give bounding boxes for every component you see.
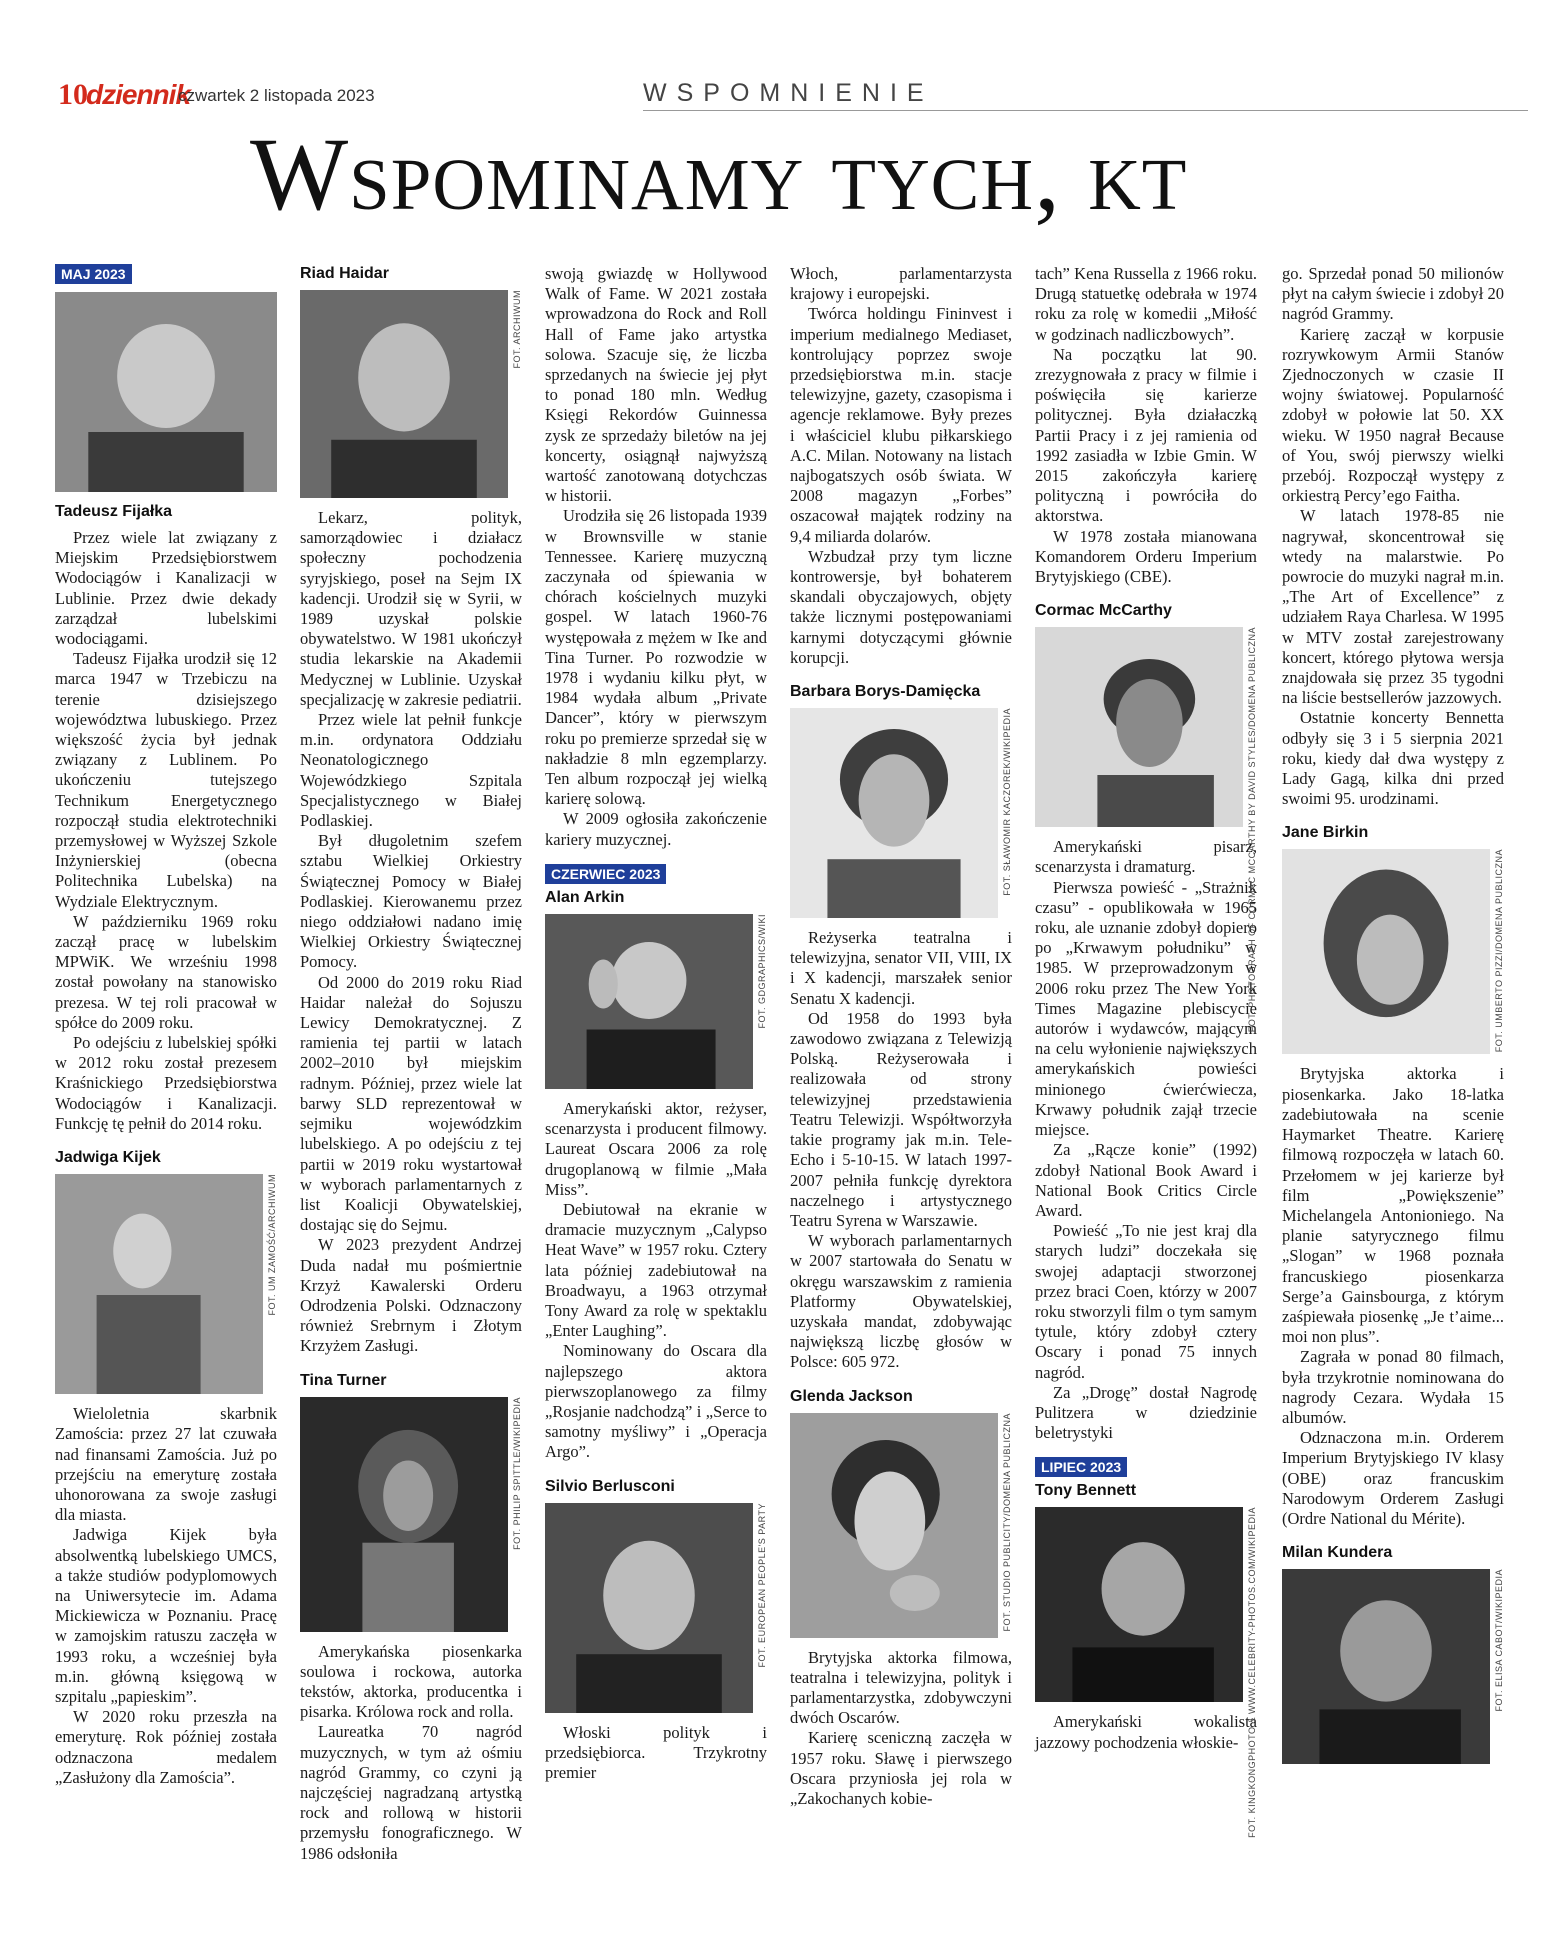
column-4 xyxy=(790,264,1012,1809)
column-2 xyxy=(300,264,522,1864)
photo-credit: FOT. UM ZAMOŚĆ/ARCHIWUM xyxy=(267,1174,277,1316)
month-badge-july: LIPIEC 2023 xyxy=(1035,1457,1127,1477)
portrait-photo xyxy=(545,914,753,1089)
article-paragraph: Amerykański pisarz, scenarzysta i dramaturg. xyxy=(1035,837,1257,877)
article-paragraph: Debiutował na ekranie w dramacie muzycznym „Calypso Heat Wave” w 1957 roku. Cztery lata później zadebiutował na Broadwayu, a 1963 otrzymał Tony Award za rolę w spektaklu „Enter Laughing”. xyxy=(545,1199,767,1341)
article-paragraph: Od 1958 do 1993 była zawodowo związana z Telewizją Polską. Reżyserowała i realizowała od strony telewizyjnej przedstawienia Teatru Telewizji. Współtworzyła takie programy jak m.in. Tele-Echo i 5-10-15. W latach 1997-2007 pełniła funkcję dyrektora naczelnego i artystycznego Teatru Syrena w Warszawie. xyxy=(790,1008,1012,1230)
photo-credit: FOT. ELISA CABOT/WIKIPEDIA xyxy=(1494,1569,1504,1712)
article-paragraph: Karierę sceniczną zaczęła w 1957 roku. Sławę i pierwszego Oscara przyniosła jej rola w „Zakochanych kobie- xyxy=(790,1728,1012,1808)
portrait-photo xyxy=(790,708,998,918)
article-paragraph: W wyborach parlamentarnych w 2007 startowała do Senatu w okręgu warszawskim z ramienia Platformy Obywatelskiej, uzyskała mandat, zdobywając największą liczbę głosów w Polsce: 605 972. xyxy=(790,1231,1012,1372)
article-paragraph: Włoch, parlamentarzysta krajowy i europejski. xyxy=(790,264,1012,304)
photo-credit: FOT. EUROPEAN PEOPLE'S PARTY xyxy=(757,1502,767,1667)
person-name: Milan Kundera xyxy=(1282,1544,1393,1562)
article-paragraph: Brytyjska aktorka i piosenkarka. Jako 18-latka zadebiutowała na scenie Haymarket Theatre. Karierę filmową rozpoczęła w latach 60. Przełomem w jej karierze był film „Powiększenie” Michelangela Antonioniego. Na planie satyrycznego filmu „Slogan” w 1968 poznała francuskiego piosenkarza Serge’a Gainsbourga, z którym zaśpiewała piosenkę „Je t’aime... moi non plus”. xyxy=(1282,1064,1504,1347)
article-paragraph: Za „Rącze konie” (1992) zdobył National Book Award i National Book Critics Circle Award. xyxy=(1035,1140,1257,1220)
photo-credit: FOT. UMBERTO PIZZI/DOMENA PUBLICZNA xyxy=(1494,849,1504,1053)
article-paragraph: W 1978 została mianowana Komandorem Orderu Imperium Brytyjskiego (CBE). xyxy=(1035,526,1257,587)
column-3 xyxy=(545,264,767,1783)
photo-credit: FOT. GDGRAPHICS/WIKI xyxy=(757,913,767,1029)
article-paragraph: Brytyjska aktorka filmowa, teatralna i telewizyjna, polityk i parlamentarzystka, zdobywczyni dwóch Oscarów. xyxy=(790,1647,1012,1728)
article-paragraph: Jadwiga Kijek była absolwentką lubelskiego UMCS, a także studiów podyplomowych na Uniwersytecie im. Adama Mickiewicza w Poznaniu. Pracę w zamojskim ratuszu zaczęła w 1993 roku, a wcześniej była m.in. główną księgową w szpitalu „papieskim”. xyxy=(55,1525,277,1706)
column-5 xyxy=(1035,264,1257,1839)
article-paragraph: Po odejściu z lubelskiej spółki w 2012 roku został prezesem Kraśnickiego Przedsiębiorstwa Wodociągów i Kanalizacji. Funkcję tę pełnił do 2014 roku. xyxy=(55,1033,277,1133)
person-name: Tony Bennett xyxy=(1035,1482,1137,1500)
person-name: Tina Turner xyxy=(300,1371,387,1389)
article-paragraph: Od 2000 do 2019 roku Riad Haidar należał do Sojuszu Lewicy Demokratycznej. Z ramienia tej partii w latach 2002–2010 był miejskim radnym. Później, przez wiele lat barwy SLD reprezentował w sejmiku wojewódzkim lubelskiego. A po odejściu z tej partii w 2019 roku wystartował w wyborach parlamentarnych z list Koalicji Obywatelskiej, dostając się do Sejmu. xyxy=(300,972,522,1235)
month-badge-may: MAJ 2023 xyxy=(55,264,132,284)
article-paragraph: Powieść „To nie jest kraj dla starych ludzi” doczekała się swojej adaptacji stworzonej przez braci Coen, którzy w 2007 roku stworzyli film o tym samym tytule, który zdobył cztery Oscary i ponad 75 innych nagród. xyxy=(1035,1221,1257,1382)
photo-credit: FOT. SŁAWOMIR KACZOREK/WIKIPEDIA xyxy=(1002,708,1012,896)
article-paragraph: Był długoletnim szefem sztabu Wielkiej Orkiestry Świątecznej Pomocy w Białej Podlaskiej. Kierowanemu przez niego oddziałowi nadano imię Wielkiej Orkiestry Świątecznej Pomocy. xyxy=(300,831,522,972)
photo-credit: FOT. PHOTOGRAPH OF CORMAC MCCARTHY BY DAVID STYLES/DOMENA PUBLICZNA xyxy=(1247,627,1257,1033)
newspaper-logo: dziennik xyxy=(86,79,191,110)
article-paragraph: W 2020 roku przeszła na emeryturę. Rok później została odznaczona medalem „Zasłużony dla Zamościa”. xyxy=(55,1707,277,1787)
person-name: Jadwiga Kijek xyxy=(55,1149,161,1167)
article-paragraph: W latach 1978-85 nie nagrywał, skoncentrował się wtedy na malarstwie. Po powrocie do muzyki nagrał m.in. „The Art of Excellence” z udziałem Raya Charlesa. W 1995 w MTV został zarejestrowany koncert, którego płytowa wersja znajdowała się przez 35 tygodni na liście bestsellerów jazzowych. xyxy=(1282,506,1504,708)
photo-credit: FOT. PHILIP SPITTLE/WIKIPEDIA xyxy=(512,1396,522,1550)
article-paragraph: Przez wiele lat pełnił funkcje m.in. ordynatora Oddziału Neonatologicznego Wojewódzkiego Szpitala Specjalistycznego w Białej Podlaskiej. xyxy=(300,710,522,831)
article-paragraph: tach” Kena Russella z 1966 roku. Drugą statuetkę odebrała w 1974 roku za rolę w komedii „Miłość w godzinach nadliczbowych”. xyxy=(1035,264,1257,344)
person-name: Jane Birkin xyxy=(1282,824,1369,842)
article-paragraph: Nominowany do Oscara dla najlepszego aktora pierwszoplanowego za filmy „Rosjanie nadchodzą” i „Serce to samotny myśliwy” i „Operacja Argo”. xyxy=(545,1341,767,1462)
article-paragraph: Laureatka 70 nagród muzycznych, w tym aż ośmiu nagród Grammy, co czyni ją najczęściej nagradzaną artystką rock and rollową w historii przemysłu fonograficznego. W 1986 odsłoniła xyxy=(300,1722,522,1863)
person-name: Barbara Borys-Damięcka xyxy=(790,683,981,701)
article-paragraph: swoją gwiazdę w Hollywood Walk of Fame. W 2021 została wprowadzona do Rock and Roll Hall of Fame jako artystka solowa. Szacuje się, że liczba sprzedanych na świecie jej płyt to ponad 180 mln. Według Księgi Rekordów Guinnessa zysk ze sprzedaży biletów na jej koncerty, osiągnął najwyższą wartość zanotowaną dotychczas w historii. xyxy=(545,264,767,506)
month-badge-june: CZERWIEC 2023 xyxy=(545,864,666,884)
section-label: WSPOMNIENIE xyxy=(643,79,934,107)
person-name: Silvio Berlusconi xyxy=(545,1477,675,1495)
article-paragraph: Tadeusz Fijałka urodził się 12 marca 1947 w Trzebiczu na terenie dzisiejszego województwa lubuskiego. Przez większość życia był jednak związany z Lublinem. Po ukończeniu tutejszego Technikum Energetycznego rozpoczął studia elektrotechniki przemysłowej w Wyższej Szkole Inżynierskiej (obecna Politechnika Lubelska) na Wydziale Elektrycznym. xyxy=(55,649,277,911)
masthead xyxy=(58,78,1528,112)
article-paragraph: Zagrała w ponad 80 filmach, była trzykrotnie nominowana do nagrody Cezara. Wydała 15 albumów. xyxy=(1282,1347,1504,1427)
article-paragraph: Amerykański aktor, reżyser, scenarzysta i producent filmowy. Laureat Oscara 2006 za rolę drugoplanową w filmie „Mała Miss”. xyxy=(545,1098,767,1199)
person-name: Alan Arkin xyxy=(545,888,625,906)
article-paragraph: W październiku 1969 roku zaczął pracę w lubelskim MPWiK. We wrześniu 1998 został powołany na stanowisko prezesa. W tej roli pracował w spółce do 2009 roku. xyxy=(55,911,277,1032)
article-paragraph: Wzbudzał przy tym liczne kontrowersje, był bohaterem skandali obyczajowych, objęty także licznymi postępowaniami karnymi dotyczącymi głównie korupcji. xyxy=(790,546,1012,667)
portrait-photo xyxy=(790,1413,998,1638)
article-paragraph: W 2023 prezydent Andrzej Duda nadał mu pośmiertnie Krzyż Kawalerski Orderu Odrodzenia Polski. Odznaczony również Srebrnym i Złotym Krzyżem Zasługi. xyxy=(300,1235,522,1356)
column-6 xyxy=(1282,264,1504,1774)
article-paragraph: Ostatnie koncerty Bennetta odbyły się 3 i 5 sierpnia 2021 roku, kiedy dał dwa występy z Lady Gagą, kilka dni przed swoimi 95. urodzinami. xyxy=(1282,708,1504,809)
person-name: Riad Haidar xyxy=(300,265,389,282)
photo-credit: FOT. STUDIO PUBLICITY/DOMENA PUBLICZNA xyxy=(1002,1412,1012,1632)
article-paragraph: Odznaczona m.in. Orderem Imperium Brytyjskiego IV klasy (OBE) oraz francuskim Narodowym Orderem Zasługi (Ordre National du Mérite). xyxy=(1282,1428,1504,1528)
article-paragraph: W 2009 ogłosiła zakończenie kariery muzycznej. xyxy=(545,809,767,849)
article-paragraph: Urodziła się 26 listopada 1939 w Brownsville w stanie Tennessee. Karierę muzyczną zaczynała od śpiewania w chórach kościelnych muzyki gospel. W latach 1960-76 występowała z mężem w Ike and Tina Turner. Po rozwodzie w 1978 i wydaniu kilku płyt, w 1984 wydała album „Private Dancer”, który w pierwszym roku po premierze sprzedał się w nakładzie 8 mln egzemplarzy. Ten album rozpoczął jej wielką karierę solową. xyxy=(545,506,767,809)
portrait-photo xyxy=(300,1397,508,1632)
person-name: Cormac McCarthy xyxy=(1035,602,1172,620)
photo-credit: FOT. ARCHIWUM xyxy=(512,290,522,369)
article-paragraph: Reżyserka teatralna i telewizyjna, senator VII, VIII, IX i X kadencji, marszałek senior Senatu X kadencji. xyxy=(790,928,1012,1008)
article-paragraph: Za „Drogę” dostał Nagrodę Pulitzera w dziedzinie beletrystyki xyxy=(1035,1382,1257,1443)
article-paragraph: Karierę zaczął w korpusie rozrywkowym Armii Stanów Zjednoczonych w czasie II wojny światowej. Popularność zdobył w połowie lat 50. XX wieku. W 1950 nagrał Because of You, swój pierwszy wielki przebój. Rozpoczął występy z orkiestrą Percy’ego Faitha. xyxy=(1282,324,1504,506)
page-headline: Wspominamy tych, kt xyxy=(250,117,1188,232)
portrait-photo xyxy=(545,1503,753,1713)
person-name: Tadeusz Fijałka xyxy=(55,503,173,520)
article-paragraph: Przez wiele lat związany z Miejskim Przedsiębiorstwem Wodociągów i Kanalizacji w Lublinie. Przez dwie dekady zarządzał lubelskimi wodociągami. xyxy=(55,528,277,649)
article-paragraph: Amerykański wokalista jazzowy pochodzenia włoskie- xyxy=(1035,1712,1257,1752)
portrait-photo xyxy=(1282,849,1490,1054)
column-1 xyxy=(55,264,277,1788)
portrait-photo xyxy=(300,290,508,498)
article-paragraph: Twórca holdingu Fininvest i imperium medialnego Mediaset, kontrolujący poprzez swoje przedsiębiorstwa m.in. stacje telewizyjne, gazety, czasopisma i agencje reklamowe. Były prezes i właściciel klubu piłkarskiego A.C. Milan. Notowany na listach najbogatszych osób świata. W 2008 magazyn „Forbes” oszacował majątek rodziny na 9,4 miliarda dolarów. xyxy=(790,304,1012,546)
article-paragraph: Pierwsza powieść - „Strażnik czasu” - opublikowała w 1965 roku, ale uznanie zdobył dopiero po „Krwawym południku” w 1985. W przeprowadzonym w 2006 roku przez The New York Times Magazine plebiscycie autorów i wydawców, mającym na celu wyłonienie największych amerykańskich powieści minionego ćwierćwiecza, Krwawy południk zajął trzecie miejsce. xyxy=(1035,877,1257,1140)
portrait-photo xyxy=(1282,1569,1490,1764)
person-name: Glenda Jackson xyxy=(790,1387,913,1405)
article-paragraph: Lekarz, polityk, samorządowiec i działacz społeczny pochodzenia syryjskiego, poseł na Sejm IX kadencji. Urodził się w Syrii, w 1989 uzyskał polskie obywatelstwo. W 1981 ukończył studia lekarskie na Akademii Medycznej w Lublinie. Uzyskał specjalizację w zakresie pediatrii. xyxy=(300,508,522,709)
portrait-photo xyxy=(55,1174,263,1394)
page-number: 10 xyxy=(58,78,88,111)
photo-credit: FOT. KINGKONGPHOTO & WWW.CELEBRITY-PHOTOS.COM/WIKIPEDIA xyxy=(1247,1507,1257,1839)
article-paragraph: Wieloletnia skarbnik Zamościa: przez 27 lat czuwała nad finansami Zamościa. Już po przejściu na emeryturę została uhonorowana za swoje zasługi dla miasta. xyxy=(55,1404,277,1525)
article-paragraph: Na początku lat 90. zrezygnowała z pracy w filmie i poświęciła się karierze politycznej. Była działaczką Partii Pracy i z jej ramienia od 1992 zasiadła w Izbie Gmin. W 2015 zakończyła karierę polityczną i powróciła do aktorstwa. xyxy=(1035,344,1257,526)
portrait-photo xyxy=(1035,627,1243,827)
issue-date: czwartek 2 listopada 2023 xyxy=(178,86,375,105)
portrait-photo xyxy=(1035,1507,1243,1702)
article-paragraph: Amerykańska piosenkarka soulowa i rockowa, autorka tekstów, aktorka, producentka i pisarka. Królowa rock and rolla. xyxy=(300,1641,522,1722)
portrait-photo xyxy=(55,292,277,492)
article-paragraph: go. Sprzedał ponad 50 milionów płyt na całym świecie i zdobył 20 nagród Grammy. xyxy=(1282,264,1504,324)
masthead-rule xyxy=(643,110,1528,111)
article-paragraph: Włoski polityk i przedsiębiorca. Trzykrotny premier xyxy=(545,1722,767,1782)
